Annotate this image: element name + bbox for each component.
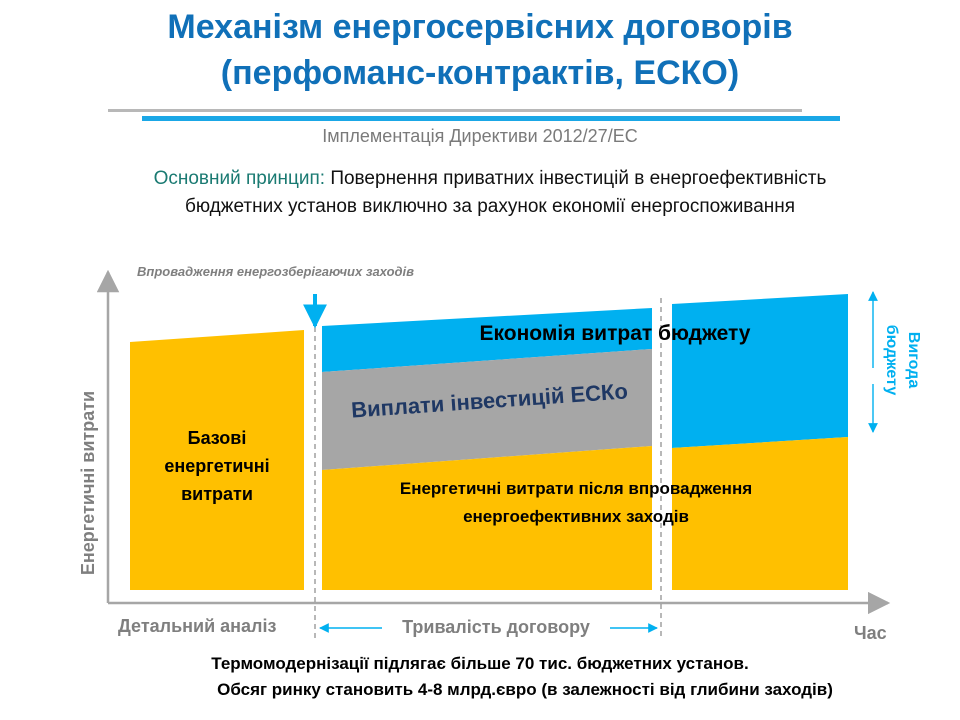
y-axis-label: Енергетичні витрати [78, 390, 98, 576]
phase-duration-label: Тривалість договору [402, 617, 590, 637]
savings-label: Економія витрат бюджету [479, 322, 751, 345]
baseline-label-1: Базові [187, 428, 247, 448]
benefit-label-1: Вигода [905, 331, 922, 389]
baseline-label-3: витрати [181, 484, 253, 504]
implementation-label: Впровадження енергозберігаючих заходів [137, 264, 415, 279]
benefit-label-2: бюджету [883, 324, 900, 396]
footer-line-2: Обсяг ринку становить 4-8 млрд.євро (в залежності від глибини заходів) [217, 680, 833, 699]
baseline-label-2: енергетичні [164, 456, 270, 476]
phase-analysis-label: Детальний аналіз [118, 616, 277, 636]
footer-line-1: Термомодернізації підлягає більше 70 тис. бюджетних установ. [211, 654, 749, 673]
savings-band-right [672, 294, 848, 448]
footer-notes [0, 651, 960, 703]
x-axis-label: Час [854, 623, 887, 643]
subtitle: Імплементація Директиви 2012/27/ЕС [322, 126, 638, 146]
principle-text-1: Повернення приватних інвестицій в енергоефективність [325, 168, 827, 189]
title-line-1: Механізм енергосервісних договорів [167, 8, 793, 46]
after-costs-block-right [672, 437, 848, 590]
esco-payments-label: Виплати інвестицій ЕСКо [350, 378, 629, 423]
principle-lead: Основний принцип: [153, 168, 326, 189]
title-line-2: (перфоманс-контрактів, ЕСКО) [220, 54, 740, 92]
principle-line-2: бюджетних установ виключно за рахунок економії енергоспоживання [184, 196, 796, 217]
after-costs-label-1: Енергетичні витрати після впровадження [399, 479, 753, 498]
after-costs-label-2: енергоефективних заходів [463, 507, 689, 526]
